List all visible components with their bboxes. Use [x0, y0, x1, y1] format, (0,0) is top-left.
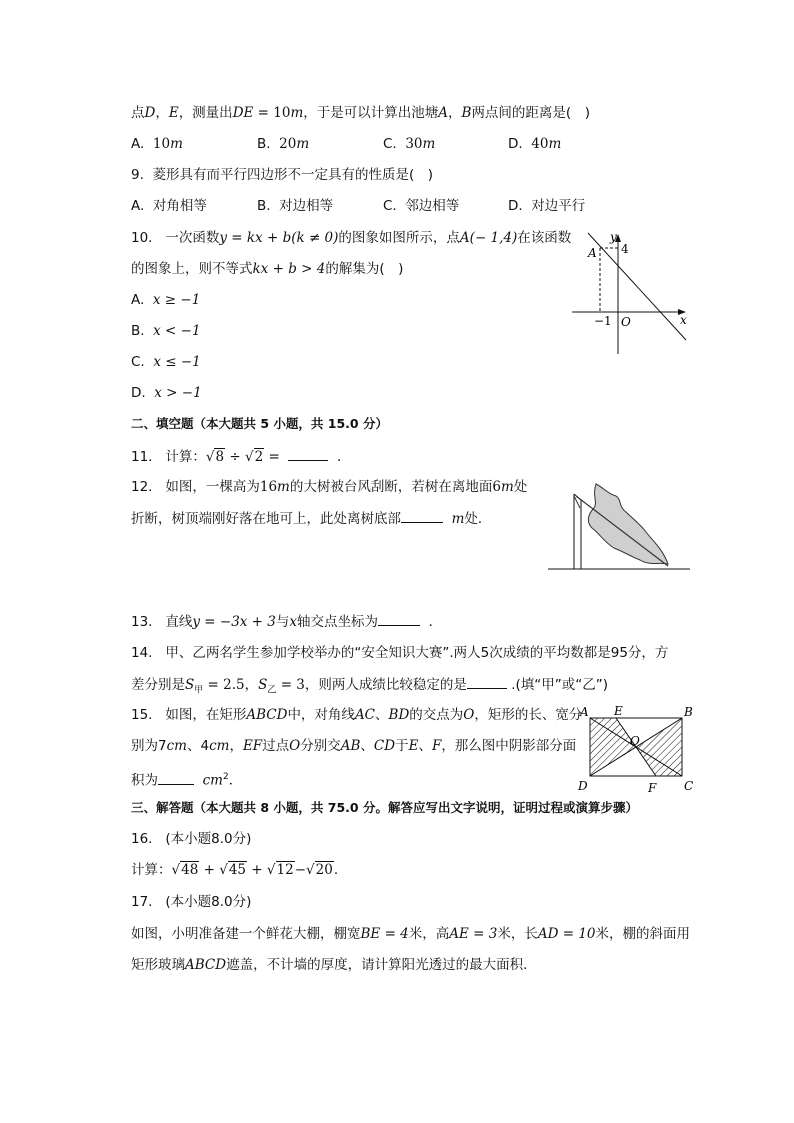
label-x: x: [680, 313, 687, 327]
q12-line2-end: 处．: [464, 511, 492, 527]
q12-text: 如图，一棵高为: [165, 479, 260, 495]
q15-line2-g: ，那么图中阴影部分面: [441, 738, 577, 754]
q15-stem-line1: [131, 705, 582, 725]
q8-option-b[interactable]: [257, 134, 309, 154]
label-c: C: [684, 779, 694, 793]
q13-text-b: 与: [275, 614, 290, 630]
q17-unit-2: 米，长: [497, 926, 538, 942]
q8-comma: ，: [155, 105, 169, 121]
q11-text: 计算：: [165, 449, 206, 465]
q14-stem-line2: [131, 674, 608, 701]
q8-comma2: ，: [448, 105, 462, 121]
q15-answer-blank[interactable]: [158, 770, 194, 785]
label-a: A: [580, 705, 589, 719]
q14-line2-c: .(填“甲”或“乙”): [511, 677, 608, 693]
option-letter: C.: [383, 198, 397, 214]
option-letter: A.: [131, 198, 145, 214]
option-letter: D.: [131, 385, 146, 401]
q12-stem-line2: [131, 508, 491, 529]
q15-ac: AC: [354, 707, 376, 723]
q15-o2: O: [289, 738, 301, 754]
q14-text: 甲、乙两名学生参加学校举办的“安全知识大赛”.两人5次成绩的平均数都是95分，方: [165, 645, 669, 661]
q15-rectangle-figure: [576, 704, 694, 796]
option-value: 10: [152, 136, 171, 152]
q8-point-d: D: [144, 105, 156, 121]
sqrt-sign-icon: √: [244, 449, 254, 465]
q17-ae: AE = 3: [449, 926, 498, 942]
q16-radicand-4: 20: [315, 862, 333, 878]
q9-option-c[interactable]: [383, 196, 459, 216]
question-number: 12.: [131, 479, 153, 495]
q8-point-b: B: [461, 105, 472, 121]
option-text: x ≤ −1: [153, 354, 201, 370]
question-number: 16.: [131, 831, 153, 847]
q16-end: .: [333, 862, 339, 878]
q14-sub-jia: 甲: [194, 685, 204, 696]
option-unit: m: [170, 136, 183, 152]
q9-option-d[interactable]: [508, 196, 585, 216]
q13-end: ．: [428, 614, 443, 630]
option-text: x > −1: [154, 385, 202, 401]
q17-be: BE = 4: [360, 926, 409, 942]
q15-rect: ABCD: [246, 707, 288, 723]
q15-text-c: 的交点为: [409, 707, 464, 723]
label-a: A: [588, 246, 597, 260]
q8-text-post: ，于是可以计算出池塘: [303, 105, 439, 121]
q15-line2-f: 于: [395, 738, 409, 754]
q12-height: 16: [259, 479, 278, 495]
q9-stem: [131, 165, 433, 185]
q14-variance-jia: S: [185, 677, 195, 693]
q15-stem-line2: [131, 736, 576, 756]
q17-line2-text: 矩形玻璃: [131, 957, 185, 973]
q15-unit: cm: [166, 738, 187, 754]
q15-line2-e: 分别交: [300, 738, 341, 754]
q15-f: F: [431, 738, 442, 754]
q10-stem-line2: [131, 259, 403, 279]
label-y: y: [610, 230, 617, 244]
option-letter: C.: [383, 136, 397, 152]
q14-line2-b: ，则两人成绩比较稳定的是: [304, 677, 467, 693]
q16-stem: [131, 860, 338, 880]
q14-stem-line1: [131, 643, 668, 663]
q17-line2-end: 遮盖，不计墙的厚度，请计算阳光透过的最大面积．: [226, 957, 537, 973]
q12-text-c: 处: [513, 479, 528, 495]
q13-stem: [131, 611, 442, 632]
q10-text-c: 在该函数: [517, 230, 572, 246]
q14-variance-yi: S: [258, 677, 268, 693]
q15-text: 如图，在矩形: [165, 707, 247, 723]
label-neg-one: −1: [594, 314, 612, 328]
q8-de: DE: [232, 105, 254, 121]
q14-line2-text: 差分别是: [131, 677, 185, 693]
q16-radicand-2: 45: [228, 862, 246, 878]
option-text: x < −1: [153, 323, 201, 339]
q10-function: y = kx + b(k ≠ 0): [219, 230, 339, 246]
q8-text-end: 两点间的距离是( ): [471, 105, 590, 121]
q10-option-a[interactable]: [131, 290, 200, 310]
section-2-title: 二、填空题（本大题共 5 小题，共 15.0 分）: [131, 416, 388, 431]
option-value: 40: [531, 136, 549, 152]
q14-answer-blank[interactable]: [467, 674, 507, 689]
q10-line2-end: 的解集为( ): [325, 261, 404, 277]
option-text: 对边相等: [279, 198, 334, 214]
q11-radicand-1: 8: [215, 449, 225, 465]
option-text: 对角相等: [152, 198, 207, 214]
question-number: 15.: [131, 707, 153, 723]
q15-sep: 、: [375, 707, 389, 723]
q8-text: 点: [131, 105, 145, 121]
q17-stem-line2: [131, 955, 537, 975]
q14-value-yi: = 3: [276, 677, 305, 693]
q17-stem-line1: [131, 924, 690, 944]
option-unit: m: [422, 136, 436, 152]
q15-unit-2: cm: [209, 738, 230, 754]
q10-text-b: 的图象如图所示，点: [338, 230, 460, 246]
q11-end: ．: [336, 449, 351, 465]
q8-point-a: A: [438, 105, 449, 121]
q12-text-b: 的大树被台风刮断，若树在离地面: [289, 479, 493, 495]
label-f: F: [648, 781, 657, 795]
option-unit: m: [296, 136, 310, 152]
q16-radicand-1: 48: [181, 862, 199, 878]
q10-option-d[interactable]: [131, 383, 202, 403]
q17-header: [131, 892, 251, 912]
question-number: 17.: [131, 894, 153, 910]
option-letter: C.: [131, 354, 145, 370]
question-number: 13.: [131, 614, 153, 630]
question-score: (本小题8.0分): [165, 894, 252, 910]
q16-plus: +: [199, 862, 220, 878]
label-origin: O: [621, 315, 631, 329]
label-o: O: [630, 734, 640, 748]
q12-line2-unit: m: [451, 511, 465, 527]
q15-unit-3: cm: [202, 772, 223, 789]
q12-answer-blank[interactable]: [401, 508, 443, 523]
section-3-title: 三、解答题（本大题共 8 小题，共 75.0 分。解答应写出文字说明，证明过程或演算步骤）: [131, 800, 638, 815]
sqrt-sign-icon: √: [266, 862, 276, 878]
q16-text: 计算：: [131, 862, 172, 878]
q15-ef: EF: [242, 738, 263, 754]
question-number: 14.: [131, 645, 153, 661]
option-letter: D.: [508, 198, 523, 214]
q9-option-b[interactable]: [257, 196, 333, 216]
q13-text-c: 轴交点坐标为: [297, 614, 379, 630]
option-letter: B.: [131, 323, 145, 339]
q15-bd: BD: [388, 707, 410, 723]
q15-text-b: 中，对角线: [287, 707, 355, 723]
option-text: x ≥ −1: [152, 292, 201, 308]
q16-plus-2: +: [247, 862, 267, 878]
q10-text: 一次函数: [165, 230, 220, 246]
option-unit: m: [548, 136, 562, 152]
q15-e: E: [408, 738, 419, 754]
q13-x: x: [289, 614, 298, 630]
q17-unit-3: 米，棚的斜面用: [595, 926, 691, 942]
q12-break-height: 6: [492, 479, 501, 495]
q8-eq: = 10: [253, 105, 291, 121]
option-letter: B.: [257, 136, 271, 152]
q8-option-d[interactable]: [508, 134, 561, 154]
q11-answer-blank[interactable]: [288, 446, 328, 461]
q10-option-b[interactable]: [131, 321, 201, 341]
q8-point-e: E: [168, 105, 179, 121]
fallen-crown: [588, 484, 668, 564]
q10-stem-line1: [131, 228, 571, 248]
option-value: 20: [279, 136, 297, 152]
option-text: 邻边相等: [405, 198, 460, 214]
option-letter: B.: [257, 198, 271, 214]
q8-text-mid: ，测量出: [178, 105, 233, 121]
q10-graph-figure: [568, 228, 692, 358]
option-value: 30: [405, 136, 423, 152]
option-text: 对边平行: [531, 198, 586, 214]
sqrt-sign-icon: √: [205, 449, 215, 465]
q15-line2-c: ，: [229, 738, 243, 754]
sqrt-sign-icon: √: [219, 862, 228, 878]
label-d: D: [578, 779, 588, 793]
q13-text: 直线: [165, 614, 193, 630]
q15-squared: 2: [222, 772, 229, 782]
q15-sep2: 、: [360, 738, 374, 754]
q13-answer-blank[interactable]: [378, 611, 420, 626]
q14-sub-yi: 乙: [267, 685, 277, 696]
q12-stem-line1: [131, 477, 527, 497]
question-score: (本小题8.0分): [165, 831, 252, 847]
q15-end: ．: [228, 772, 243, 789]
q8-continuation: [131, 103, 590, 123]
q14-value-jia: = 2.5: [203, 677, 245, 693]
question-text: 菱形具有而平行四边形不一定具有的性质是( ): [152, 167, 434, 183]
question-number: 9.: [131, 167, 144, 183]
q9-option-a[interactable]: [131, 196, 207, 216]
label-e: E: [614, 704, 623, 718]
q12-tree-figure: [546, 484, 692, 572]
sqrt-sign-icon: √: [306, 862, 315, 878]
q10-point: A(− 1,4): [459, 230, 518, 246]
question-number: 10.: [131, 230, 153, 246]
q15-line2-a: 别为7: [131, 738, 167, 754]
label-b: B: [684, 705, 693, 719]
q15-ab: AB: [340, 738, 361, 754]
q17-unit: 米，高: [408, 926, 450, 942]
question-number: 11.: [131, 449, 153, 465]
q15-o: O: [463, 707, 475, 723]
q15-line2-b: 、4: [186, 738, 210, 754]
q16-minus: −: [294, 862, 307, 878]
q11-divide: ÷: [225, 449, 245, 465]
label-four: 4: [621, 242, 629, 256]
q15-text-d: ，矩形的长、宽分: [474, 707, 583, 723]
q17-text: 如图，小明准备建一个鲜花大棚，棚宽: [131, 926, 361, 942]
option-letter: A.: [131, 292, 145, 308]
q14-sep: ，: [244, 677, 259, 693]
q17-ad: AD = 10: [537, 926, 596, 942]
q15-line2-d: 过点: [262, 738, 290, 754]
option-letter: A.: [131, 136, 145, 152]
q10-inequality: kx + b > 4: [252, 261, 326, 277]
q10-line2-text: 的图象上，则不等式: [131, 261, 253, 277]
q15-cd: CD: [373, 738, 396, 754]
q11-stem: [131, 446, 350, 467]
q11-radicand-2: 2: [254, 449, 264, 465]
sqrt-sign-icon: √: [171, 862, 181, 878]
q8-option-c[interactable]: [383, 134, 435, 154]
q10-option-c[interactable]: [131, 352, 201, 372]
q8-unit: m: [290, 105, 304, 121]
q12-line2-text: 折断，树顶端刚好落在地可上，此处离树底部: [131, 511, 401, 527]
q12-unit: m: [277, 479, 290, 495]
q12-unit-2: m: [500, 479, 514, 495]
q16-radicand-3: 12: [276, 862, 294, 878]
q15-line3-text: 积为: [131, 772, 158, 789]
q8-option-a[interactable]: [131, 134, 183, 154]
option-letter: D.: [508, 136, 523, 152]
q17-abcd: ABCD: [185, 957, 227, 973]
q15-stem-line3: [131, 767, 242, 791]
q13-function: y = −3x + 3: [192, 614, 276, 630]
q15-sep3: 、: [418, 738, 432, 754]
q11-equals: =: [264, 449, 285, 465]
q16-header: [131, 829, 251, 849]
